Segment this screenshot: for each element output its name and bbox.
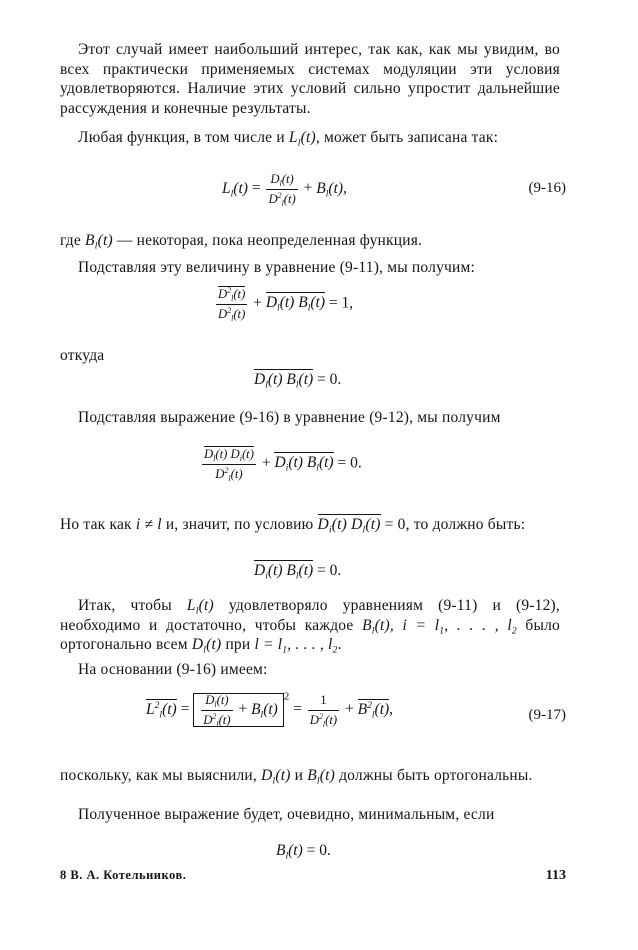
paragraph-whence	[60, 346, 560, 366]
paragraph-any-function	[60, 128, 560, 148]
math-inline: $L_l(t)$	[186, 597, 214, 617]
paragraph-because	[60, 766, 560, 786]
math-inline: $L_l(t)$	[288, 129, 316, 149]
text-fragment: и, значит, по условию	[165, 516, 314, 533]
paragraph-thus: Итак, чтобы $L_l(t)$ удовлетворяло уравнениям (9-11) и (9-12), необходимо и достаточно, чтобы каждое $B_l(t)$, $i = l_1$, . . . , $l_2$ было ортогонально всем $D_l(t)$ при $l = l_1$, . . . , $l_2$.	[60, 597, 561, 656]
paragraph-substituting-1	[60, 258, 560, 278]
equation-number-9-16: (9-16)	[528, 180, 566, 196]
text-fragment: было ортогонально всем	[60, 616, 561, 654]
math-inline: $B_l(t)$	[307, 767, 336, 787]
equation-substitution-911: $\frac{D^2_l(t)}{D^2_l(t)}$ + $D_l(t) B_l(t) = 1$,	[218, 285, 354, 323]
text-fragment: На основании (9-16) имеем:	[78, 661, 268, 678]
equation-number-9-17: (9-17)	[528, 707, 566, 723]
text-fragment: Подставляя выражение (9-16) в уравнение (9-12), мы получим	[78, 409, 501, 426]
math-inline: $D_l(t)$	[191, 636, 222, 656]
equation-orthogonality-1: $D_l(t) B_l(t) = 0$.	[254, 371, 342, 391]
text-fragment: , то должно быть:	[405, 516, 526, 533]
paragraph-but-since: Но так как i ≠ l и, значит, по условию $D_i(t) D_l(t) = 0$, то должно быть:	[60, 516, 526, 536]
text-fragment: удовлетворяло уравнениям (9-11) и (9-12), необходимо и достаточно, чтобы каждое	[60, 597, 560, 634]
paragraph-on-basis	[60, 660, 560, 680]
math-inline: $B_l(t)$, $i = l_1$, . . . , $l_2$	[362, 616, 517, 636]
text-fragment: Полученное выражение будет, очевидно, минимальным, если	[78, 806, 495, 823]
equation-9-16: $L_l(t)$ = $\frac{D_l(t)}{D^2_l(t)}$ + $B_l(t)$,	[222, 172, 347, 208]
paragraph-where-b	[60, 231, 560, 251]
paragraph-intro-text: Этот случай имеет наибольший интерес, так как, как мы увидим, во всех практически применяемых системах модуляции эти условия удовлетворяются. Наличие этих условий сильно упростит дальнейшие рассуждения и конечные результаты.	[60, 41, 560, 117]
text-fragment: откуда	[60, 347, 105, 364]
text-fragment: и	[294, 767, 304, 784]
math-inline: i ≠ l	[135, 516, 162, 533]
equation-9-17: $L^2_l(t)$ = $\frac{D_l(t)}{D^2_l(t)}$ + $B_l(t)^2$ = $\frac{1}{D^2_l(t)}$ + $B^2_l(t)$,	[146, 690, 394, 729]
math-inline: $l = l_1$, . . . , $l_2$	[254, 636, 338, 656]
paragraph-substituting-2	[60, 408, 560, 428]
text-fragment: где	[60, 232, 81, 249]
footer-signature: 8 В. А. Котельников.	[60, 868, 187, 882]
math-inline: $D_i(t)$ $D_l(t)$	[317, 516, 381, 536]
paragraph-intro	[60, 40, 560, 118]
paragraph-minimal	[60, 805, 560, 825]
text-fragment: должны быть ортогональны.	[339, 767, 533, 784]
text-fragment: Итак, чтобы	[78, 597, 172, 614]
text-fragment: Но так как	[60, 516, 132, 533]
text-fragment: поскольку, как мы выяснили,	[60, 767, 257, 784]
text-fragment: Подставляя эту величину в уравнение (9-11), мы получим:	[78, 259, 476, 276]
text-fragment: , может быть записана так:	[315, 129, 499, 146]
text-fragment: — некоторая, пока неопределенная функция.	[116, 232, 423, 249]
math-inline: $D_l(t)$	[261, 767, 291, 787]
equation-substitution-912: $\frac{D_l(t) D_i(t)}{D^2_l(t)}$ + $D_i(t) B_l(t) = 0$.	[204, 447, 362, 483]
equation-orthogonality-2: $D_i(t) B_l(t) = 0$.	[254, 562, 342, 582]
equation-final: $B_l(t) = 0$.	[276, 842, 331, 862]
math-inline: $B_l(t)$	[85, 232, 113, 252]
page-number: 113	[545, 868, 566, 883]
text-fragment: Любая функция, в том числе и	[78, 129, 285, 146]
text-fragment: при	[225, 636, 251, 654]
